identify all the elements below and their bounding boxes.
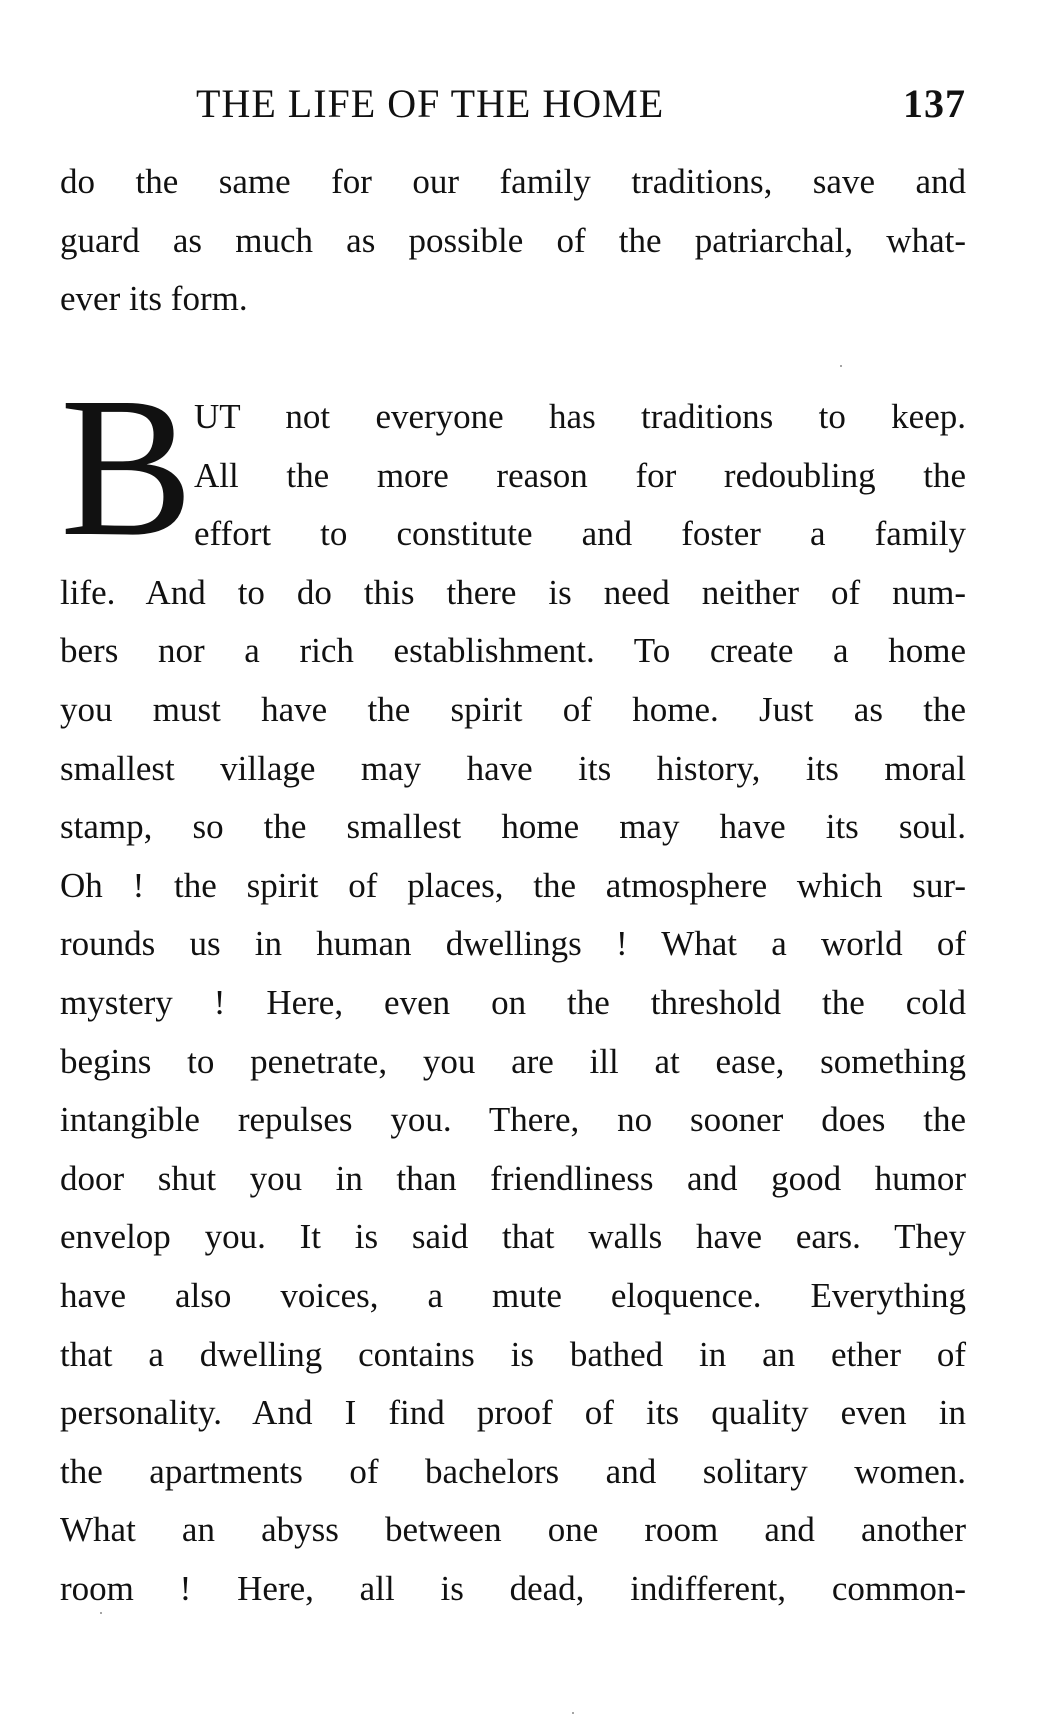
text-line: mystery ! Here, even on the threshold the cold	[60, 982, 966, 1022]
running-title: THE LIFE OF THE HOME	[196, 81, 665, 126]
text-line: door shut you in than friendliness and good humor	[60, 1158, 966, 1198]
text-line: life. And to do this there is need neither of num-	[60, 572, 966, 612]
scan-speck	[572, 1712, 574, 1714]
text-line: the apartments of bachelors and solitary women.	[60, 1451, 966, 1491]
text-line: effort to constitute and foster a family	[194, 514, 966, 554]
text-line: UT not everyone has traditions to keep.	[194, 397, 966, 436]
text-line: room ! Here, all is dead, indifferent, common-	[60, 1568, 966, 1608]
text-line: ever its form.	[60, 279, 248, 319]
paragraph-main	[60, 388, 966, 1618]
paragraph-continued	[60, 153, 966, 329]
text-line: All the more reason for redoubling the	[194, 455, 966, 495]
text-line: personality. And I find proof of its quality even in	[60, 1393, 966, 1433]
text-line: you must have the spirit of home. Just as the	[60, 689, 966, 729]
text-line: guard as much as possible of the patriarchal, what-	[60, 220, 966, 260]
text-line: bers nor a rich establishment. To create a home	[60, 631, 966, 671]
text-line: rounds us in human dwellings ! What a world of	[60, 924, 966, 964]
text-line: that a dwelling contains is bathed in an ether of	[60, 1334, 966, 1374]
text-line: intangible repulses you. There, no sooner does the	[60, 1100, 966, 1140]
text-line: begins to penetrate, you are ill at ease, something	[60, 1041, 966, 1081]
text-line: stamp, so the smallest home may have its soul.	[60, 807, 966, 847]
page-number: 137	[903, 81, 966, 126]
text-line: Oh ! the spirit of places, the atmosphere which sur-	[60, 865, 966, 905]
drop-cap: B	[60, 357, 194, 578]
text-line: envelop you. It is said that walls have ears. They	[60, 1217, 966, 1257]
text-line: What an abyss between one room and another	[60, 1510, 966, 1550]
text-line: have also voices, a mute eloquence. Everything	[60, 1275, 966, 1315]
running-head	[196, 78, 966, 130]
text-line: smallest village may have its history, its moral	[60, 748, 966, 788]
text-line: do the same for our family traditions, save and	[60, 162, 966, 201]
scan-speck	[100, 1612, 102, 1614]
scan-speck	[840, 365, 842, 367]
